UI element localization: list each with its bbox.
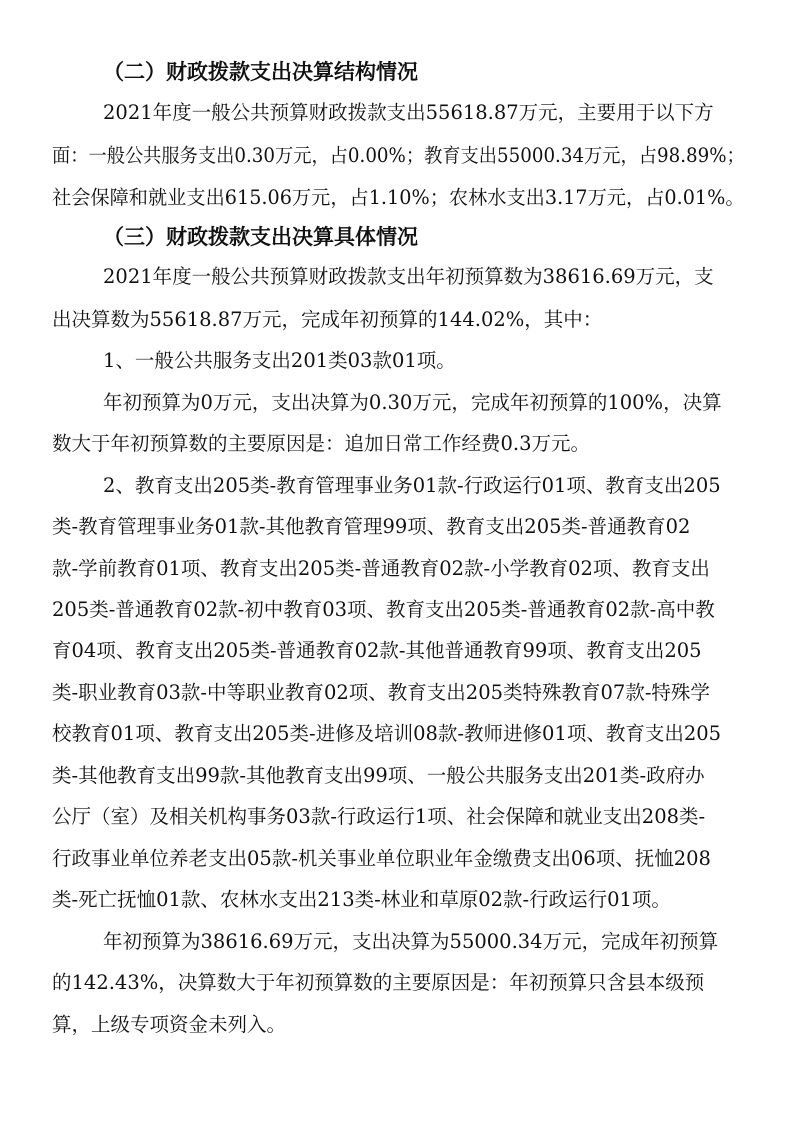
paragraph-line: 行政事业单位养老支出05款-机关事业单位职业年金缴费支出06项、抚恤208 <box>52 847 711 870</box>
paragraph-line: 育04项、教育支出205类-普通教育02款-其他普通教育99项、教育支出205 <box>52 639 702 662</box>
paragraph-line: 社会保障和就业支出615.06万元，占1.10%；农林水支出3.17万元，占0.01%。 <box>52 186 745 209</box>
paragraph-line: 面：一般公共服务支出0.30万元，占0.00%；教育支出55000.34万元，占98.89%； <box>52 144 745 167</box>
paragraph-line: 2、教育支出205类-教育管理事业务01款-行政运行01项、教育支出205 <box>103 474 721 497</box>
paragraph-line: 的142.43%，决算数大于年初预算数的主要原因是：年初预算只含县本级预 <box>52 971 705 994</box>
paragraph-line: 数大于年初预算数的主要原因是：追加日常工作经费0.3万元。 <box>52 432 591 455</box>
paragraph-line: 2021年度一般公共预算财政拨款支出55618.87万元，主要用于以下方 <box>103 101 714 124</box>
item-title: 1、一般公共服务支出201类03款01项。 <box>103 349 456 372</box>
paragraph-line: 公厅（室）及相关机构事务03款-行政运行1项、社会保障和就业支出208类- <box>52 805 706 828</box>
section-heading-3: （三）财政拨款支出决算具体情况 <box>103 225 418 249</box>
paragraph-line: 205类-普通教育02款-初中教育03项、教育支出205类-普通教育02款-高中教 <box>52 598 715 621</box>
paragraph-line: 年初预算为38616.69万元，支出决算为55000.34万元，完成年初预算 <box>103 930 719 953</box>
paragraph-line: 算，上级专项资金未列入。 <box>52 1013 287 1036</box>
paragraph-line: 校教育01项、教育支出205类-进修及培训08款-教师进修01项、教育支出205 <box>52 722 722 745</box>
paragraph-line: 类-死亡抚恤01款、农林水支出213类-林业和草原02款-行政运行01项。 <box>52 888 671 911</box>
section-heading-2: （二）财政拨款支出决算结构情况 <box>103 60 418 84</box>
paragraph-line: 年初预算为0万元，支出决算为0.30万元，完成年初预算的100%，决算 <box>103 391 722 414</box>
paragraph-line: 类-职业教育03款-中等职业教育02项、教育支出205类特殊教育07款-特殊学 <box>52 681 710 704</box>
paragraph-line: 类-教育管理事业务01款-其他教育管理99项、教育支出205类-普通教育02 <box>52 515 691 538</box>
paragraph-line: 出决算数为55618.87万元，完成年初预算的144.02%，其中： <box>52 308 603 331</box>
paragraph-line: 款-学前教育01项、教育支出205类-普通教育02款-小学教育02项、教育支出 <box>52 557 710 580</box>
paragraph-line: 类-其他教育支出99款-其他教育支出99项、一般公共服务支出201类-政府办 <box>52 764 705 787</box>
paragraph-line: 2021年度一般公共预算财政拨款支出年初预算数为38616.69万元，支 <box>103 265 714 288</box>
